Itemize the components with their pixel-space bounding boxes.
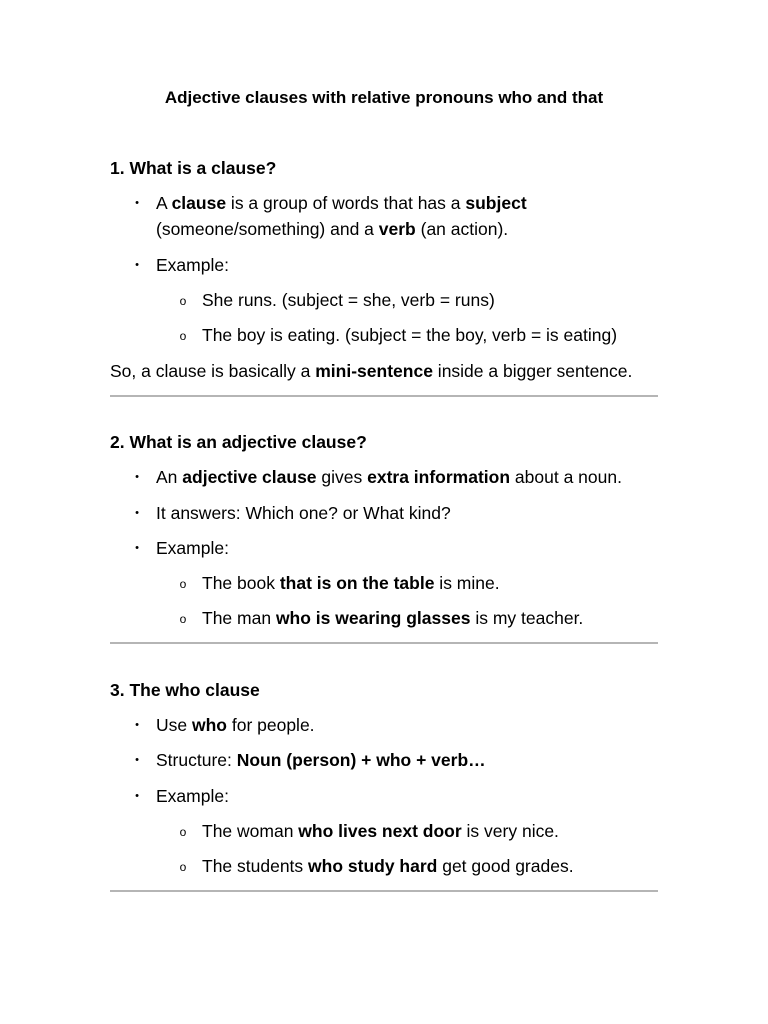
bold-run: extra information <box>367 467 511 487</box>
bullet-icon: • <box>135 754 139 766</box>
text-run: Example: <box>156 255 229 275</box>
s3-bullet-3 <box>135 784 229 808</box>
text-run: So, a clause is basically a <box>110 361 316 381</box>
s3-example-2 <box>179 854 574 878</box>
bullet-icon: • <box>135 542 139 554</box>
sub-bullet-icon: o <box>179 329 187 343</box>
sub-bullet-icon: o <box>179 294 187 308</box>
text-run: It answers: Which one? or What kind? <box>156 503 451 523</box>
section-divider <box>110 642 658 644</box>
text-run: is very nice. <box>461 821 559 841</box>
text-run: get good grades. <box>437 856 574 876</box>
text-run: (an action). <box>415 219 509 239</box>
bullet-icon: • <box>135 507 139 519</box>
bullet-icon: • <box>135 197 139 209</box>
section-divider <box>110 890 658 892</box>
document-title: Adjective clauses with relative pronouns who and that <box>164 88 604 107</box>
s1-bullet-1 <box>135 191 527 215</box>
s1-summary <box>110 359 632 383</box>
text-run: The woman <box>202 821 299 841</box>
s2-bullet-3 <box>135 536 229 560</box>
text-run: gives <box>316 467 368 487</box>
text-run: She runs. (subject = she, verb = runs) <box>202 290 495 310</box>
s2-bullet-1 <box>135 465 622 489</box>
s2-example-1 <box>179 571 500 595</box>
bold-run: who <box>191 715 227 735</box>
s1-example-2 <box>179 323 618 347</box>
text-run: Structure: <box>156 750 237 770</box>
bold-run: who is wearing glasses <box>275 608 471 628</box>
text-run: The book <box>202 573 280 593</box>
text-run: is a group of words that has a <box>226 193 466 213</box>
text-run: Example: <box>156 786 229 806</box>
text-run: The students <box>202 856 309 876</box>
text-run: Example: <box>156 538 229 558</box>
bold-run: adjective clause <box>182 467 317 487</box>
sub-bullet-icon: o <box>179 860 187 874</box>
text-run: Use <box>156 715 192 735</box>
section-3-heading: 3. The who clause <box>110 680 260 700</box>
sub-bullet-icon: o <box>179 612 187 626</box>
text-run: for people. <box>226 715 315 735</box>
section-1-heading: 1. What is a clause? <box>110 158 277 178</box>
bullet-icon: • <box>135 471 139 483</box>
bold-run: verb <box>378 219 416 239</box>
text-run: about a noun. <box>510 467 622 487</box>
bold-run: Noun (person) + who + verb… <box>236 750 486 770</box>
section-divider <box>110 395 658 397</box>
bold-run: subject <box>465 193 527 213</box>
section-2-heading: 2. What is an adjective clause? <box>110 432 367 452</box>
s1-example-1 <box>179 288 495 312</box>
text-run: (someone/something) and a <box>156 219 379 239</box>
s1-bullet-2 <box>135 253 229 277</box>
bold-run: mini-sentence <box>315 361 433 381</box>
s3-bullet-1 <box>135 713 315 737</box>
bullet-icon: • <box>135 259 139 271</box>
sub-bullet-icon: o <box>179 577 187 591</box>
bullet-icon: • <box>135 719 139 731</box>
text-run: An <box>156 467 183 487</box>
sub-bullet-icon: o <box>179 825 187 839</box>
bullet-icon: • <box>135 790 139 802</box>
s3-example-1 <box>179 819 559 843</box>
bold-run: who lives next door <box>298 821 462 841</box>
s1-bullet-1-continued <box>156 217 508 241</box>
text-run: The boy is eating. (subject = the boy, verb = is eating) <box>202 325 618 345</box>
s2-bullet-2 <box>135 501 451 525</box>
text-run: is my teacher. <box>470 608 584 628</box>
bold-run: that is on the table <box>279 573 435 593</box>
bold-run: who study hard <box>308 856 438 876</box>
s2-example-2 <box>179 606 584 630</box>
text-run: The man <box>202 608 276 628</box>
text-run: inside a bigger sentence. <box>432 361 633 381</box>
bold-run: clause <box>171 193 227 213</box>
text-run: A <box>156 193 172 213</box>
s3-bullet-2 <box>135 748 486 772</box>
text-run: is mine. <box>434 573 500 593</box>
